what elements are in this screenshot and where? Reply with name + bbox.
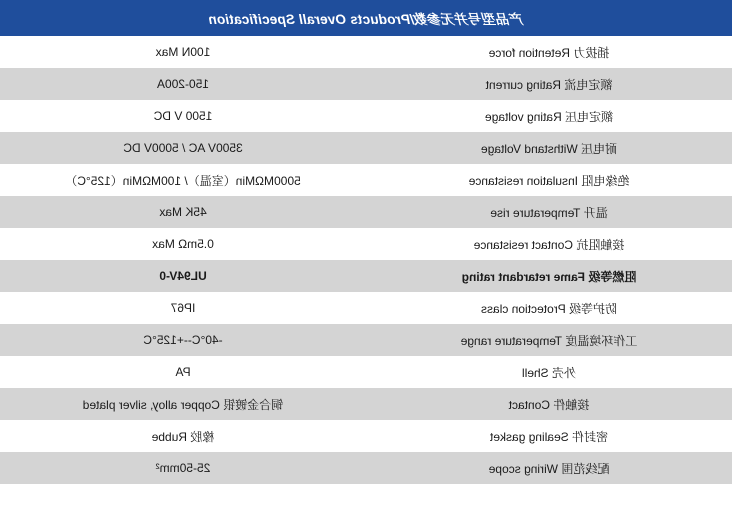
row-label: 外壳 Shell [366,356,732,388]
row-label: 额定电压 Rating voltage [366,100,732,132]
table-row [0,356,732,388]
row-label: 接触件 Contact [366,388,732,420]
row-value: 橡胶 Rubbe [0,420,366,452]
table-row [0,260,732,292]
row-label: 插拔力 Retention force [366,36,732,68]
row-label: 耐电压 Withstand Voltage [366,132,732,164]
row-value: -40°C--+125°C [0,324,366,356]
table-row [0,388,732,420]
row-value: 0.5mΩ Max [0,228,366,260]
row-value: 150-200A [0,68,366,100]
row-label: 接触阻抗 Contact resistance [366,228,732,260]
table-row [0,452,732,484]
row-value: 5000MΩMin（室温）/ 100MΩMin（125°C） [0,164,366,196]
row-value: PA [0,356,366,388]
row-label: 额定电流 Rating current [366,68,732,100]
table-row [0,420,732,452]
row-value: UL94V-0 [0,260,366,292]
table-row [0,100,732,132]
row-value: 25-50mm² [0,452,366,484]
table-row [0,228,732,260]
row-label: 配线范围 Wiring scope [366,452,732,484]
row-value: 100N Max [0,36,366,68]
row-value: IP67 [0,292,366,324]
row-label: 防护等级 Protection class [366,292,732,324]
row-label: 密封件 Sealing gasket [366,420,732,452]
row-label: 温升 Temperature rise [366,196,732,228]
row-label: 阻燃等级 Fame retardant rating [366,260,732,292]
table-row [0,196,732,228]
table-row [0,132,732,164]
table-body [0,36,732,484]
table-title: 产品型号并无参数/Products Overall Specification [0,0,732,36]
table-row [0,164,732,196]
table-header-row [0,0,732,36]
row-label: 工作环境温度 Temperature range [366,324,732,356]
table-row [0,36,732,68]
row-value: 铜合金镀银 Copper alloy, silver plated [0,388,366,420]
table-row [0,68,732,100]
row-value: 45K Max [0,196,366,228]
row-label: 绝缘电阻 Insulation resistance [366,164,732,196]
row-value: 1500 V DC [0,100,366,132]
table-row [0,292,732,324]
row-value: 3500V AC / 5000V DC [0,132,366,164]
table-row [0,324,732,356]
